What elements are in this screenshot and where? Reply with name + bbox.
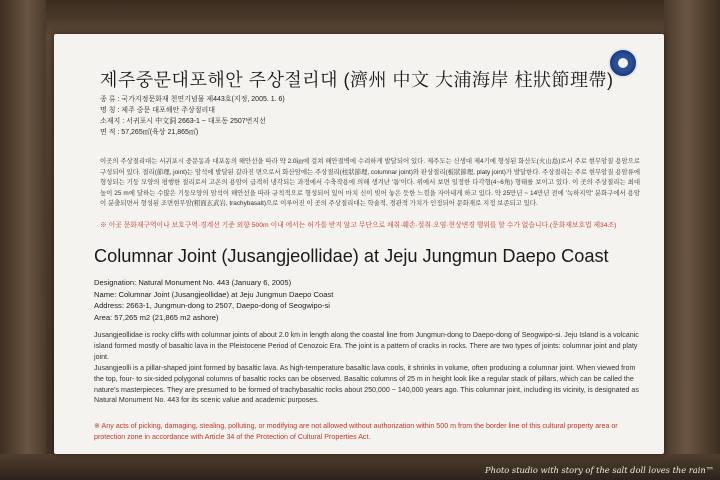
korean-description: 이곳의 주상절리대는 서귀포시 중문동과 대포동의 해안선을 따라 약 2.0㎞에 걸쳐 해안절벽에 수려하게 발달되어 있다. 제주도는 신생대 제4기에 형성된 화산도(火山島)로서 주로 현무암질 용암으로 구성되어 있다. 절리(節理, joint)는 암석에 발달된 갈라진 면으로서 화산암에는 주상절리(柱狀節理, columnar joint)와 판상절리(板狀節理, platy joint)가 발달한다. 주상절리는 주로 현무암질 용암류에 형성되는 기둥 모양의 평행한 절리로서 고온의 용암이 급격히 냉각되는 과정에서 수축작용에 의해 생겨난 '틈'이다. 위에서 보면 일정한 다각형(4~6角) 형태를 보이고 있다. 이 곳의 주상절리는 최대 높이 25 m에 달하는 수많은 기둥모양의 암석이 해안선을 따라 규칙적으로 형성되어 있어 마치 신이 빚어 놓은 듯한 느낌을 자아내게 하고 있다. 약 25만년 ~ 14만년 전에 '녹하지악' 분화구에서 용암이 분출되면서 형성된 조면현무암(粗面玄武岩, trachybasalt)으로 이루어진 이 곳의 주상절리대는 학술적, 경관적 가치가 인정되어 문화재로 지정 보존되고 있다. [100,158,640,208]
frame-left [0,0,46,480]
korean-meta-location: 소재지 : 서귀포시 中文洞 2663-1 ~ 대포동 2507번지선 [100,118,266,125]
english-meta-area: Area: 57,265 m2 (21,865 m2 ashore) [94,312,219,322]
english-meta [94,277,333,323]
english-meta-designation: Designation: Natural Monument No. 443 (January 6, 2005) [94,278,292,287]
english-warning: ※ Any acts of picking, damaging, stealing, polluting, or modifying are not allowed without authorization within 500 m from the border line of this cultural property area or protection zone in accordance with Article 34 of the Protection of Cultural Properties Act. [94,422,618,441]
english-paragraph: Jusangjeolli is a pillar-shaped joint formed by basaltic lava. As high-temperature basaltic lava cools, it shrinks in volume, often producing a columnar joint. When viewed from the top, four- to six-sided polygonal columns of basaltic rocks can be observed. Basaltic columns of 25 m in height look like a regular stack of pillars, which can be called the nature's masterpieces. They are presumed to be formed of trachybasaltic rocks about 250,000 ~ 140,000 years ago. This columnar joint, including its vicinity, is designated as Natural Monument No. 443 for its scenic value and academic purposes. [94,363,639,405]
korean-meta [100,94,285,138]
korean-meta-name: 명 칭 : 제주 중문 대포해안 주상절리대 [100,107,216,114]
photo-credit: Photo studio with story of the salt doll loves the rain™ [485,465,714,475]
korean-meta-type: 종 류 : 국가지정문화재 천연기념물 제443호(지정, 2005. 1. 6) [100,96,285,103]
english-meta-address: Address: 2663-1, Jungmun-dong to 2507, Daepo-dong of Seogwipo-si [94,301,330,311]
korean-meta-area: 면 적 : 57,265㎡(육상 21,865㎡) [100,129,199,136]
english-title: Columnar Joint (Jusangjeollidae) at Jeju Jungmun Daepo Coast [94,246,609,266]
korean-title: 제주중문대포해안 주상절리대 (濟州 中文 大浦海岸 柱狀節理帶) [100,70,614,90]
english-meta-name: Name: Columnar Joint (Jusangjeollidae) at Jeju Jungmun Daepo Coast [94,289,334,299]
korean-warning: ※ 이곳 문화재구역이나 보호구역·경계선 기준 외향 500m 이내 에서는 허가를 받지 않고 무단으로 채취·훼손·절취·오염·현상변경 행위를 할 수가 없습니다.(문화재보호법 제34조) [100,222,617,229]
english-paragraph: Jusangjeollidae is rocky cliffs with columnar joints of about 2.0 km in length along the coastal line from Jungmun-dong to Daepo-dong of Seogwipo-si. Jeju Island is a volcanic island formed mostly of basaltic lava in the Pleistocene Period of Cenozoic Era. The joint is a pattern of cracks in rocks. There are two types of joints: columnar joint and platy joint. [94,331,639,361]
frame-right [664,0,720,480]
english-description [94,330,644,406]
information-sign [54,34,664,454]
